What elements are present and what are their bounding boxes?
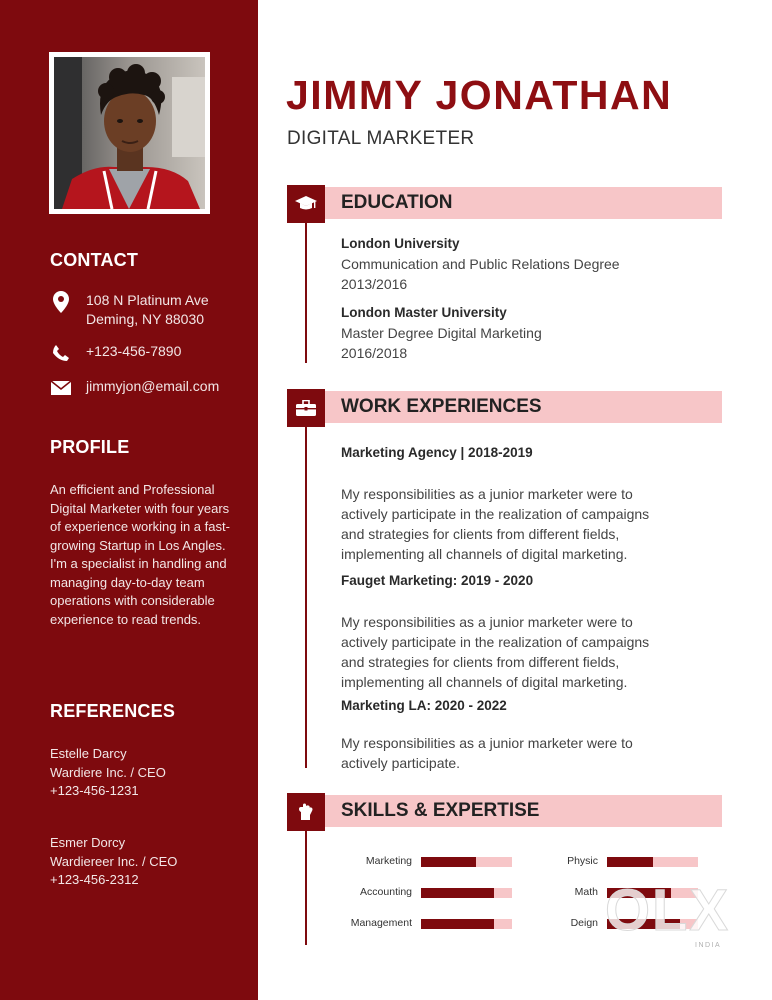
sidebar (0, 0, 258, 1000)
education-school: London Master University (341, 305, 507, 320)
reference-item (50, 745, 166, 801)
profile-text: An efficient and Professional Digital Marketer with four years of experience working in a fast-growing Startup in Los Angles. I'm a specialist in handling and managing day-to-day team operations with considerable experience to read trends. (50, 482, 230, 627)
work-description: My responsibilities as a junior marketer were to actively participate in the realization of campaigns and strategies for clients from different fields, implementing all channels of digital marketing. (341, 486, 650, 562)
contact-heading: CONTACT (50, 250, 139, 270)
address-line-2: Deming, NY 88030 (86, 311, 205, 327)
skill-bar-fill (421, 919, 494, 929)
reference-phone: +123-456-1231 (50, 783, 139, 798)
address-line-1: 108 N Platinum Ave (86, 292, 209, 308)
olx-watermark (597, 880, 737, 950)
skill-bar (607, 857, 698, 867)
phone-number: +123-456-7890 (86, 343, 182, 359)
reference-name: Esmer Dorcy (50, 835, 126, 850)
work-header (287, 391, 722, 423)
work-description: My responsibilities as a junior marketer were to actively participate. (341, 735, 633, 771)
skills-heading: SKILLS & EXPERTISE (341, 800, 540, 821)
job-title: DIGITAL MARKETER (287, 128, 475, 149)
reference-role: Wardiereer Inc. / CEO (50, 853, 178, 869)
skill-label: Marketing (365, 855, 412, 867)
watermark-region: INDIA (695, 942, 722, 949)
education-school: London University (341, 236, 460, 251)
profile-photo-frame (49, 52, 210, 214)
contact-address (50, 291, 209, 329)
reference-item (50, 834, 177, 890)
skill-bar (421, 919, 512, 929)
education-heading: EDUCATION (341, 192, 453, 213)
skill-bar-fill (421, 888, 494, 898)
reference-name: Estelle Darcy (50, 746, 127, 761)
briefcase-icon (287, 389, 325, 427)
email-address: jimmyjon@email.com (86, 378, 220, 394)
work-description: My responsibilities as a junior marketer were to actively participate in the realization of campaigns and strategies for clients from different fields, implementing all channels of digital marketing. (341, 614, 650, 690)
education-years: 2013/2016 (341, 276, 408, 292)
skill-label: Accounting (360, 886, 412, 898)
work-heading: WORK EXPERIENCES (341, 396, 542, 417)
graduation-cap-icon (287, 185, 325, 223)
references-heading: REFERENCES (50, 701, 176, 721)
work-title: Fauget Marketing: 2019 - 2020 (341, 573, 534, 588)
work-title: Marketing LA: 2020 - 2022 (341, 698, 507, 713)
phone-icon (50, 342, 72, 364)
skill-bar (421, 857, 512, 867)
olx-logo-icon (597, 880, 737, 950)
skill-bar-fill (607, 857, 653, 867)
person-name: JIMMY JONATHAN (286, 72, 673, 118)
skill-bar-fill (421, 857, 476, 867)
location-pin-icon (50, 291, 72, 313)
watermark-brand: OLX (605, 880, 729, 943)
education-years: 2016/2018 (341, 345, 408, 361)
education-degree: Master Degree Digital Marketing (341, 325, 542, 341)
profile-heading: PROFILE (50, 437, 130, 457)
reference-phone: +123-456-2312 (50, 872, 139, 887)
education-degree: Communication and Public Relations Degree (341, 256, 620, 272)
skill-label: Management (350, 917, 412, 929)
skill-bar (421, 888, 512, 898)
hand-icon (287, 793, 325, 831)
work-title: Marketing Agency | 2018-2019 (341, 445, 533, 460)
skill-label: Math (574, 886, 598, 898)
profile-photo (54, 57, 205, 209)
skill-label: Physic (567, 855, 598, 867)
contact-phone (50, 342, 181, 364)
education-header (287, 187, 722, 219)
reference-role: Wardiere Inc. / CEO (50, 764, 166, 780)
skills-header (287, 795, 722, 827)
contact-email (50, 377, 219, 399)
work-timeline-line (305, 390, 307, 768)
mail-icon (50, 377, 72, 399)
skill-label: Deign (570, 917, 598, 929)
